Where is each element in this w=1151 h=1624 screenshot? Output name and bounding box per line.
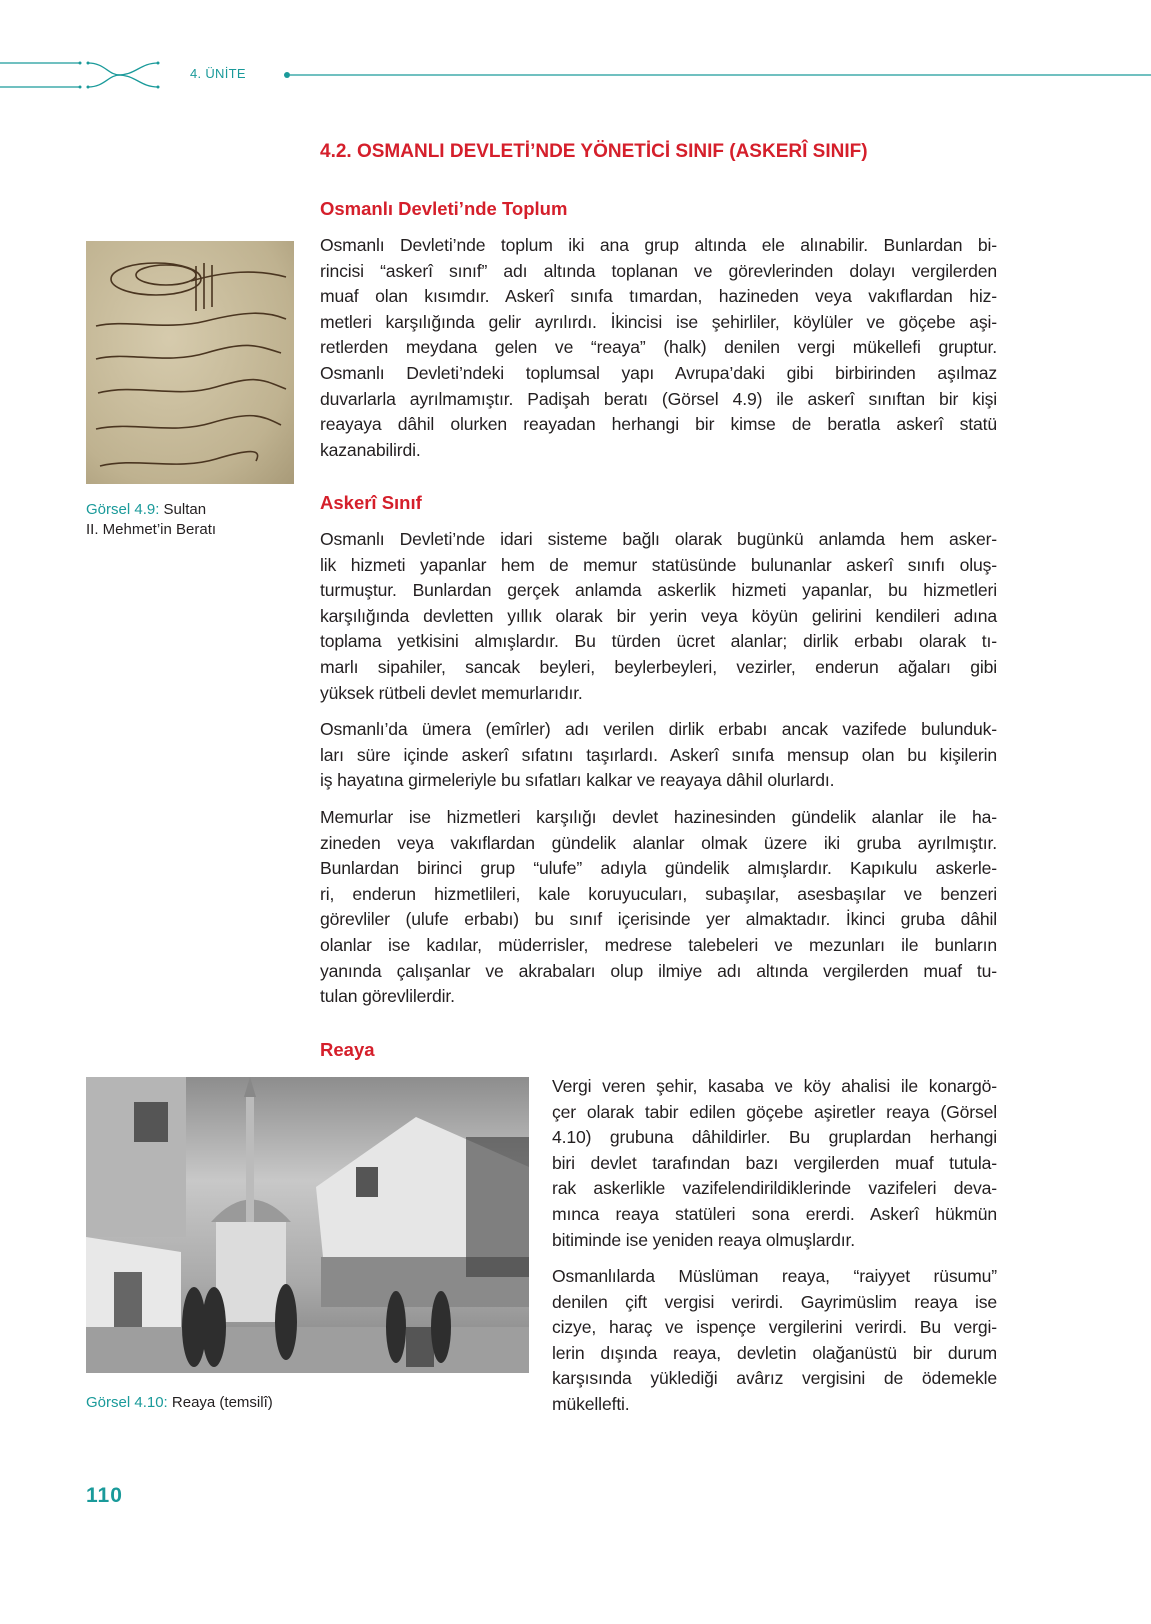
text-line: zineden veya vakıflardan gündelik alanlar olmak üzere iki gruba ayrılmıştır. (320, 832, 997, 853)
text-line: görevliler (ulufe erbabı) bu sınıf içerisinde yer almaktadır. İkinci gruba dâhil (320, 909, 997, 930)
text-line: biri devlet tarafından bazı vergilerden muaf tutula- (552, 1152, 997, 1173)
paragraph (320, 233, 997, 463)
paragraph (320, 805, 997, 1010)
text-line: karşısında yüklediği avârız vergisini de ödemekle (552, 1368, 997, 1389)
text-line: rincisi “askerî sınıf” adı altında toplanan ve görevlerinden dolayı vergilerden (320, 260, 997, 281)
text-line: cizye, haraç ve ispençe vergilerini verirdi. Bu vergi- (552, 1317, 997, 1338)
text-line: reayaya dâhil olurken reayadan herhangi bir kimse de beratla askerî statü (320, 414, 997, 435)
text-line: Osmanlı Devleti’nde idari sisteme bağlı olarak bugünkü anlamda hem asker- (320, 529, 997, 549)
text-line: marlı sipahiler, sancak beyleri, beylerbeyleri, vezirler, enderun ağaları gibi (320, 656, 997, 677)
text-line: Bunlardan birinci grup “ulufe” adıyla gündelik almışlardır. Kapıkulu askerle- (320, 858, 997, 879)
text-line: çer olarak tabir edilen göçebe aşiretler reaya (Görsel (552, 1101, 997, 1122)
text-line: Vergi veren şehir, kasaba ve köy ahalisi ile konargö- (552, 1076, 997, 1096)
text-line: iş hayatına girmeleriyle bu sıfatları kalkar ve reayaya dâhil olurlardı. (320, 770, 835, 791)
text-line: Osmanlı Devleti’nde toplum iki ana grup altında ele alınabilir. Bunlardan bi- (320, 235, 997, 255)
page-number: 110 (86, 1484, 123, 1507)
text-line: karşılığında devletten yıllık olarak bir yerin veya köyün gelirini kendileri adına (320, 605, 997, 626)
caption-text: II. Mehmet’in Beratı (86, 521, 217, 538)
text-line: bitiminde ise yeniden reaya olmuşlardır. (552, 1229, 856, 1250)
figure-label: Görsel 4.10: (86, 1394, 168, 1411)
section-title: 4.2. OSMANLI DEVLETİ’NDE YÖNETİCİ SINIF (ASKERÎ SINIF) (320, 141, 868, 162)
text-line: mükellefti. (552, 1393, 630, 1414)
text-line: Osmanlılarda Müslüman reaya, “raiyyet rüsumu” (552, 1266, 997, 1286)
text-line: retlerden meydana gelen ve “reaya” (halk) denilen vergi mükellefi gruptur. (320, 337, 997, 358)
caption-text: Reaya (temsilî) (171, 1394, 273, 1411)
text-line: lerin dışında reaya, devletin olağanüstü bir durum (552, 1342, 997, 1363)
text-line: olanlar ise kadılar, müderrisler, medrese talebeleri ve mezunları ile bunların (320, 934, 997, 955)
text-line: yüksek rütbeli devlet memurlarıdır. (320, 682, 583, 703)
text-line: Osmanlı Devleti’ndeki toplumsal yapı Avrupa’daki gibi birbirinden aşılmaz (320, 362, 997, 383)
heading-toplum: Osmanlı Devleti’nde Toplum (320, 198, 568, 219)
text-line: rak askerlikle vazifelendirildiklerinde vazifeleri deva- (552, 1178, 997, 1199)
text-line: yanında çalışanlar ve akrabaları olup ilmiye adı altında vergilerden muaf tu- (320, 960, 997, 981)
text-line: ri, enderun hizmetlileri, kale koruyucuları, subaşılar, asesbaşılar ve benzeri (320, 883, 997, 904)
text-line: denilen çift vergisi verirdi. Gayrimüslim reaya ise (552, 1291, 997, 1312)
text-line: tulan görevlilerdir. (320, 986, 455, 1007)
paragraph (320, 527, 997, 706)
caption-text: Sultan (163, 501, 207, 518)
paragraph (320, 717, 997, 794)
figure-label: Görsel 4.9: (86, 501, 160, 518)
text-line: mınca reaya statüleri sona ererdi. Askerî hükmün (552, 1203, 997, 1224)
text-line: Osmanlı’da ümera (emîrler) adı verilen dirlik erbabı ancak vazifede bulunduk- (320, 719, 997, 739)
text-line: ları süre içinde askerî sıfatını taşırlardı. Askerî sınıfa mensup olan bu kişilerin (320, 744, 997, 765)
text-line: kazanabilirdi. (320, 439, 421, 460)
text-line: toplama yetkisini almışlardır. Bu türden ücret alanlar; dirlik erbabı olarak tı- (320, 631, 997, 652)
text-line: Memurlar ise hizmetleri karşılığı devlet hazinesinden gündelik alanlar ile ha- (320, 807, 997, 827)
berat-caption (86, 500, 216, 540)
text-line: muaf olan kısımdır. Askerî sınıfa tımardan, hazineden veya vakıflardan hiz- (320, 286, 997, 307)
text-line: lik hizmeti yapanlar hem de memur statüsünde bulunanlar askerî sınıfı oluş- (320, 554, 997, 575)
header-ornament (0, 55, 1151, 95)
text-line: duvarlarla ayrılmamıştır. Padişah beratı (Görsel 4.9) ile askerî sınıftan bir kişi (320, 388, 997, 409)
heading-reaya: Reaya (320, 1039, 375, 1060)
reaya-illustration (86, 1077, 529, 1373)
heading-askeri-sinif: Askerî Sınıf (320, 492, 422, 513)
paragraph (552, 1264, 997, 1418)
text-line: 4.10) grubuna dâhildirler. Bu gruplardan herhangi (552, 1127, 997, 1148)
unit-label: 4. ÜNİTE (190, 66, 246, 81)
text-line: metleri karşılığında gelir ayrılırdı. İkincisi ise şehirliler, köylüler ve göçebe aşi- (320, 311, 997, 332)
text-line: turmuştur. Bunlardan gerçek anlamda askerlik hizmeti yapanlar, bu hizmetleri (320, 580, 997, 601)
reaya-caption (86, 1393, 273, 1413)
berat-image (86, 241, 294, 484)
paragraph (552, 1074, 997, 1253)
